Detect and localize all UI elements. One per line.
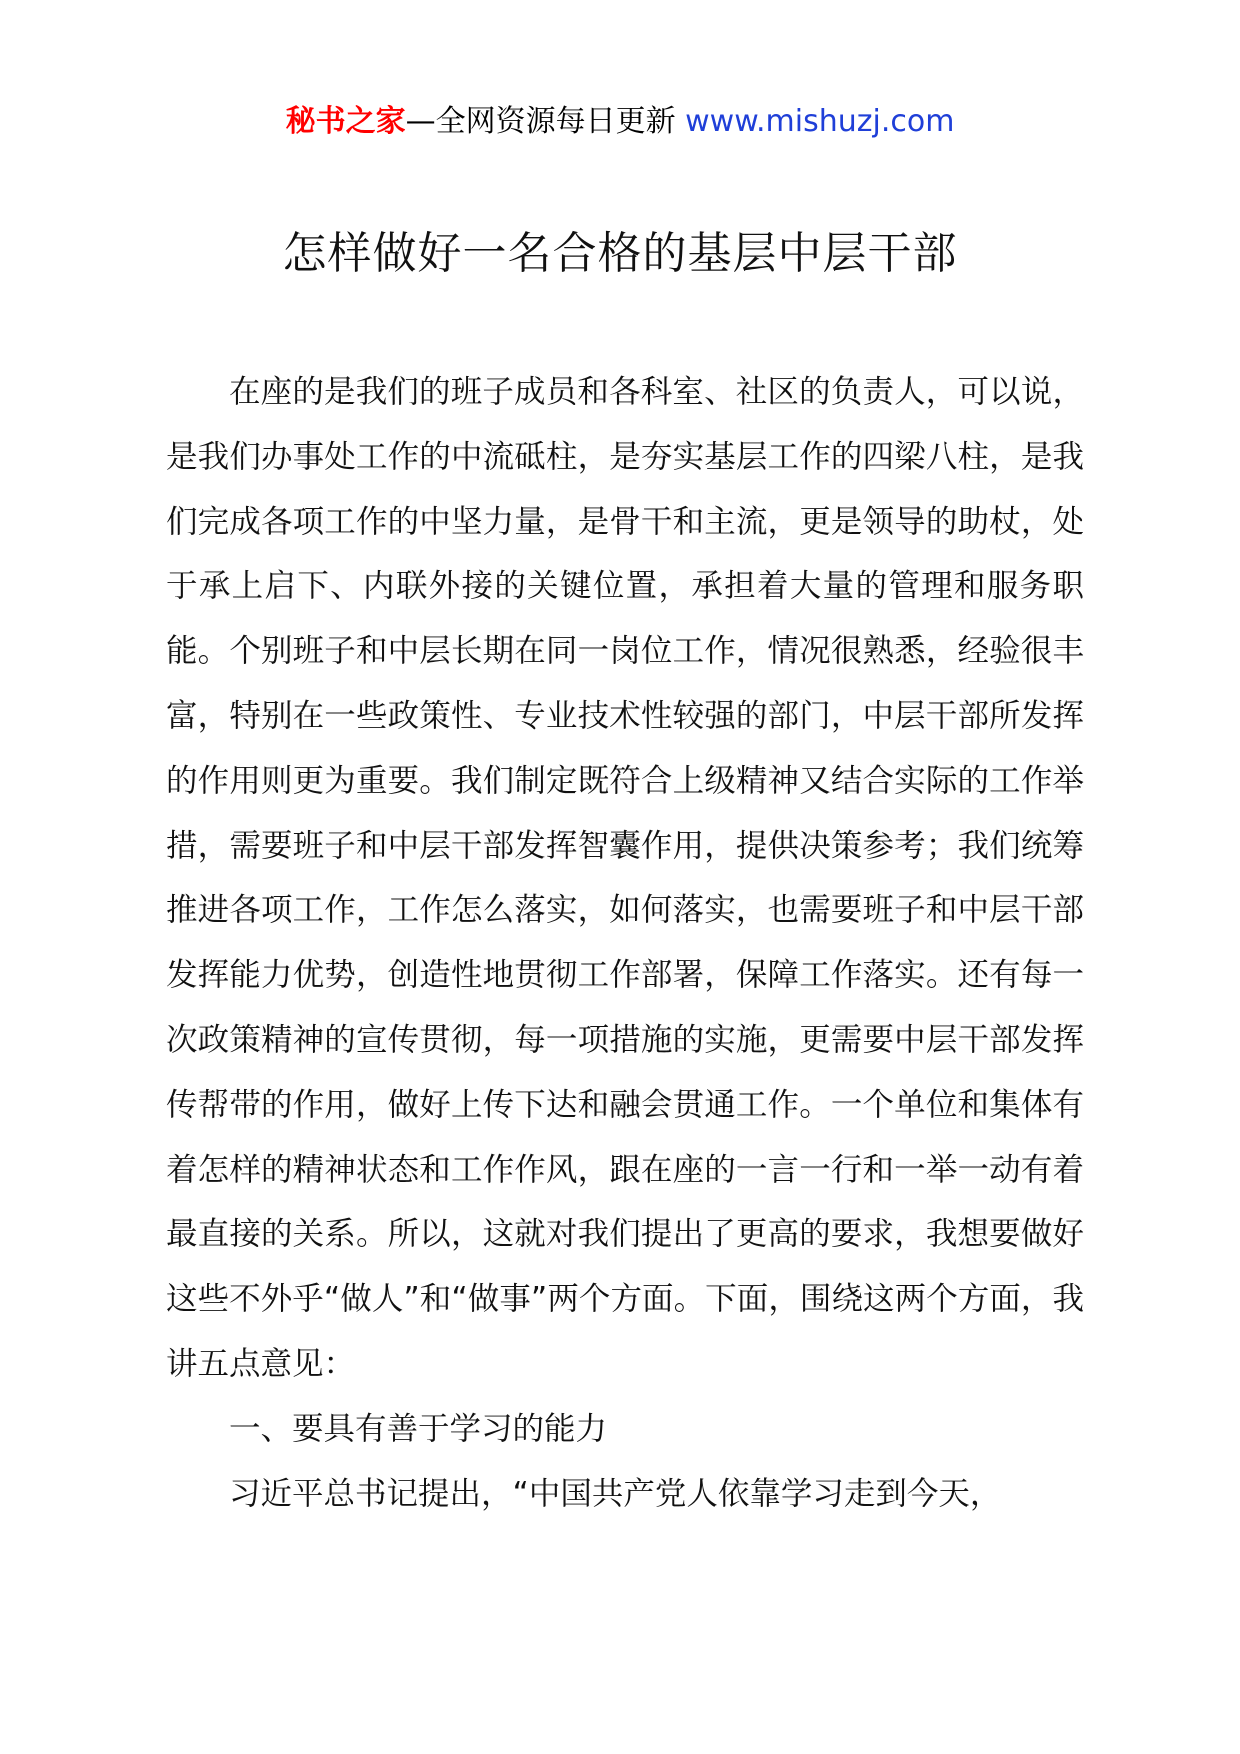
document-body [166, 360, 1084, 1526]
document-title: 怎样做好一名合格的基层中层干部 [282, 228, 958, 279]
body-paragraph: 在座的是我们的班子成员和各科室、社区的负责人，可以说，是我们办事处工作的中流砥柱，是夯实基层工作的四梁八柱，是我们完成各项工作的中坚力量，是骨干和主流，更是领导的助杖，处于承上启下、内联外接的关键位置，承担着大量的管理和服务职能。个别班子和中层长期在同一岗位工作，情况很熟悉，经验很丰富，特别在一些政策性、专业技术性较强的部门，中层干部所发挥的作用则更为重要。我们制定既符合上级精神又结合实际的工作举措，需要班子和中层干部发挥智囊作用，提供决策参考；我们统筹推进各项工作，工作怎么落实，如何落实，也需要班子和中层干部发挥能力优势，创造性地贯彻工作部署，保障工作落实。还有每一次政策精神的宣传贯彻，每一项措施的实施，更需要中层干部发挥传帮带的作用，做好上传下达和融会贯通工作。一个单位和集体有着怎样的精神状态和工作作风，跟在座的一言一行和一举一动有着最直接的关系。所以，这就对我们提出了更高的要求，我想要做好这些不外乎“做人”和“做事”两个方面。下面，围绕这两个方面，我讲五点意见： [166, 374, 1084, 1382]
site-url-link[interactable]: www.mishuzj.com [685, 104, 955, 139]
body-paragraph: 习近平总书记提出，“中国共产党人依靠学习走到今天， [229, 1475, 1002, 1512]
section-heading: 一、要具有善于学习的能力 [229, 1410, 608, 1447]
site-header [0, 102, 1240, 142]
header-tagline: —全网资源每日更新 [405, 104, 686, 139]
brand-name: 秘书之家 [285, 104, 406, 139]
